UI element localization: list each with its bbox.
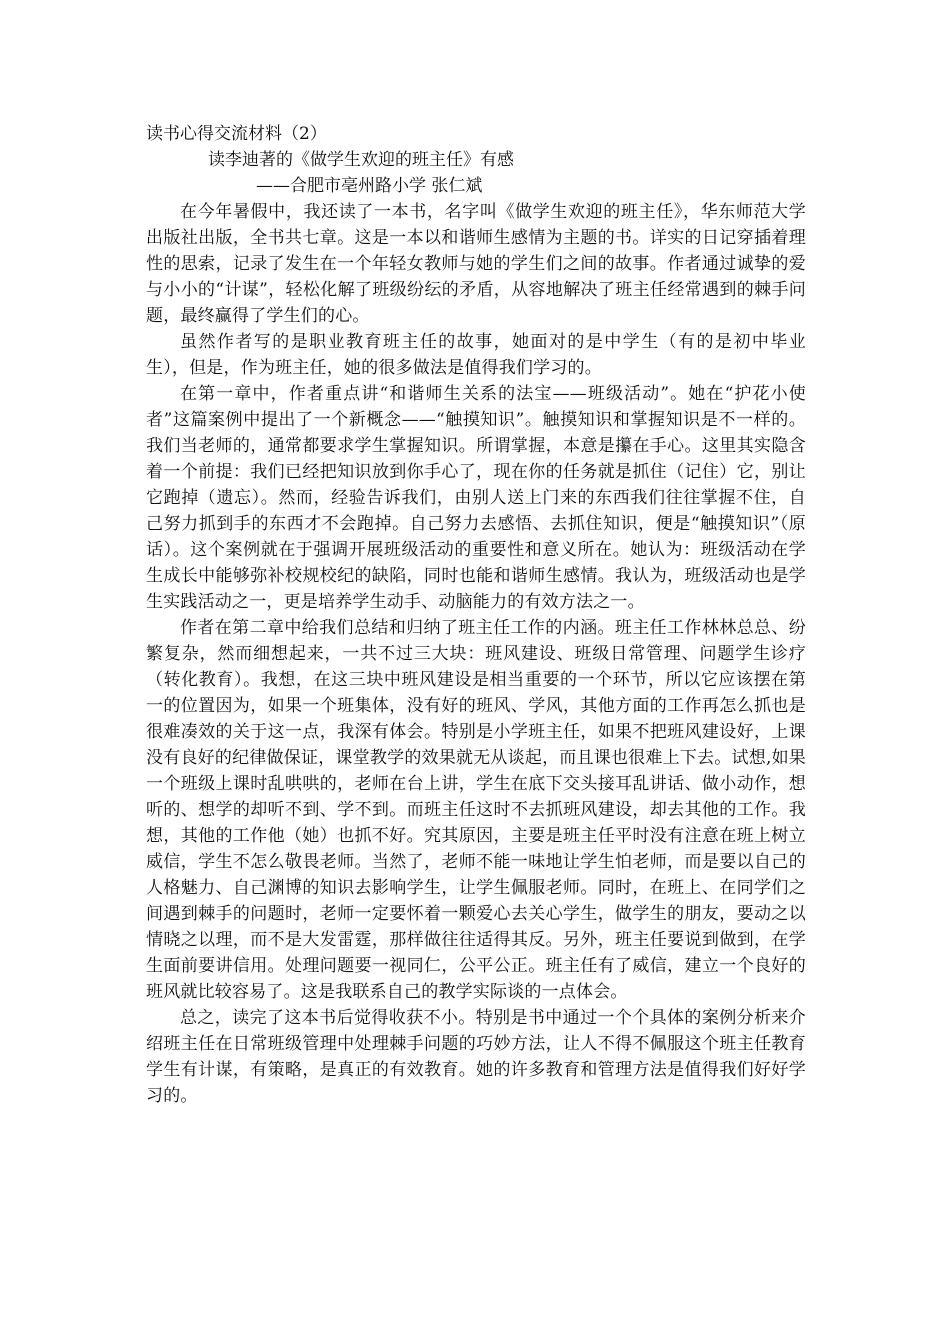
document-title: 读书心得交流材料（2） bbox=[146, 124, 327, 144]
paragraph-1: 在今年暑假中，我还读了一本书，名字叫《做学生欢迎的班主任》，华东师范大学出版社出版，全书共七章。这是一本以和谐师生感情为主题的书。详实的日记穿插着理性的思索，记录了发生在一个年轻女教师与她的学生们之间的故事。作者通过诚挚的爱与小小的“计谋”，轻松化解了班级纷纭的矛盾，从容地解决了班主任经常遇到的棘手问题，最终赢得了学生们的心。 bbox=[146, 202, 806, 326]
paragraph-2: 虽然作者写的是职业教育班主任的故事，她面对的是中学生（有的是初中毕业生），但是，作为班主任，她的很多做法是值得我们学习的。 bbox=[146, 332, 806, 378]
document-body bbox=[146, 121, 806, 1109]
paragraph-4: 作者在第二章中给我们总结和归纳了班主任工作的内涵。班主任工作林林总总、纷繁复杂，然而细想起来，一共不过三大块：班风建设、班级日常管理、问题学生诊疗（转化教育）。我想，在这三块中班风建设是相当重要的一个环节，所以它应该摆在第一的位置因为，如果一个班集体，没有好的班风、学风，其他方面的工作再怎么抓也是很难凑效的关于这一点，我深有体会。特别是小学班主任，如果不把班风建设好，上课没有良好的纪律做保证，课堂教学的效果就无从谈起，而且课也很难上下去。试想,如果一个班级上课时乱哄哄的，老师在台上讲，学生在底下交头接耳乱讲话、做小动作，想听的、想学的却听不到、学不到。而班主任这时不去抓班风建设，却去其他的工作。我想，其他的工作他（她）也抓不好。究其原因，主要是班主任平时没有注意在班上树立威信，学生不怎么敬畏老师。当然了，老师不能一味地让学生怕老师，而是要以自己的人格魅力、自己渊博的知识去影响学生，让学生佩服老师。同时，在班上、在同学们之间遇到棘手的问题时，老师一定要怀着一颗爱心去关心学生，做学生的朋友，要动之以情晓之以理，而不是大发雷霆，那样做往往适得其反。另外，班主任要说到做到，在学生面前要讲信用。处理问题要一视同仁，公平公正。班主任有了威信，建立一个良好的班风就比较容易了。这是我联系自己的教学实际谈的一点体会。 bbox=[146, 618, 806, 1002]
paragraph-3: 在第一章中，作者重点讲“和谐师生关系的法宝——班级活动”。她在“护花小使者”这篇案例中提出了一个新概念——“触摸知识”。触摸知识和掌握知识是不一样的。我们当老师的，通常都要求学生掌握知识。所谓掌握，本意是攥在手心。这里其实隐含着一个前提：我们已经把知识放到你手心了，现在你的任务就是抓住（记住）它，别让它跑掉（遗忘）。然而，经验告诉我们，由别人送上门来的东西我们往往掌握不住，自己努力抓到手的东西才不会跑掉。自己努力去感悟、去抓住知识，便是“触摸知识”（原话）。这个案例就在于强调开展班级活动的重要性和意义所在。她认为：班级活动在学生成长中能够弥补校规校纪的缺陷，同时也能和谐师生感情。我认为，班级活动也是学生实践活动之一，更是培养学生动手、动脑能力的有效方法之一。 bbox=[146, 384, 806, 612]
document-author: ——合肥市亳州路小学 张仁斌 bbox=[256, 176, 483, 196]
document-subtitle: 读李迪著的《做学生欢迎的班主任》有感 bbox=[208, 150, 514, 170]
paragraph-5: 总之，读完了这本书后觉得收获不小。特别是书中通过一个个具体的案例分析来介绍班主任在日常班级管理中处理棘手问题的巧妙方法，让人不得不佩服这个班主任教育学生有计谋，有策略，是真正的有效教育。她的许多教育和管理方法是值得我们好好学习的。 bbox=[146, 1008, 806, 1106]
